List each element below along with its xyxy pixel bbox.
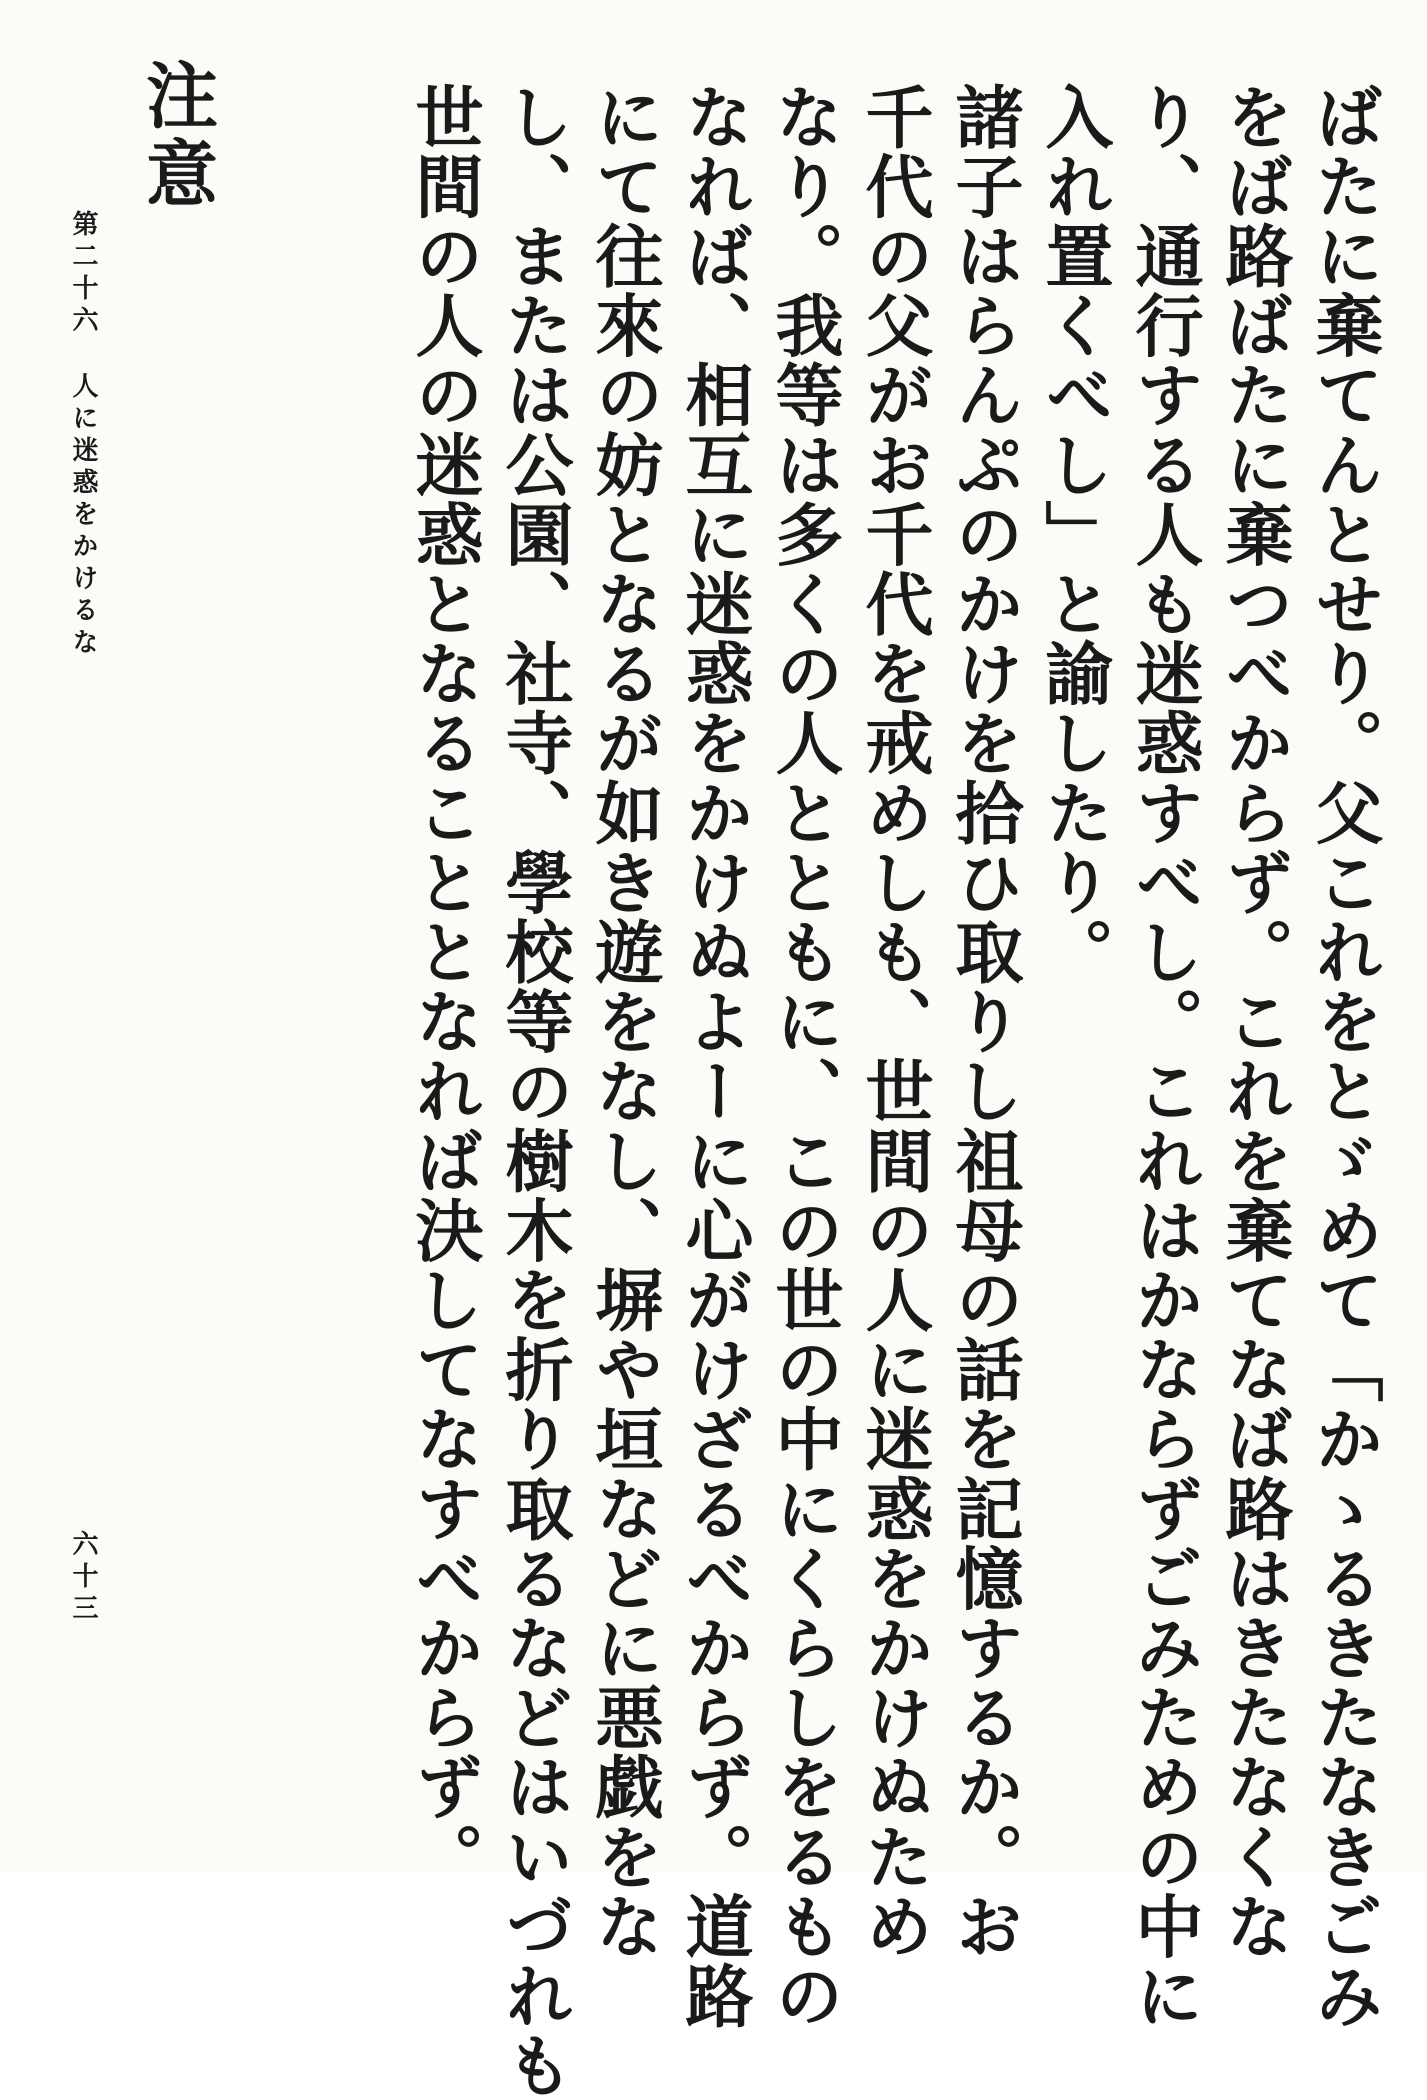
body-line-9: にて往來の妨となるが如き遊をなし、塀や垣などに悪戯をな	[584, 82, 664, 1962]
page-number: 六十三	[68, 1530, 98, 1626]
lesson-number: 第二十六	[68, 210, 98, 338]
lesson-title: 人に迷惑をかけるな	[68, 372, 98, 660]
body-line-1: ばたに棄てんとせり。父これをとゞめて「かゝるきたなきごみ	[1304, 82, 1384, 2031]
section-heading: 注意	[134, 58, 219, 214]
running-head	[70, 210, 96, 660]
body-line-5: 諸子はらんぷのかけを拾ひ取りし祖母の話を記憶するか。お	[944, 82, 1024, 1962]
body-line-3: り、通行する人も迷惑すべし。これはかならずごみための中に	[1124, 82, 1204, 2031]
body-line-6: 千代の父がお千代を戒めしも、世間の人に迷惑をかけぬため	[854, 82, 934, 1962]
body-line-10: し、または公園、社寺、學校等の樹木を折り取るなどはいづれも	[494, 82, 574, 2100]
body-line-7: なり。我等は多くの人とともに、この世の中にくらしをるもの	[764, 82, 844, 2031]
body-line-11: 世間の人の迷惑となることとなれば決してなすべからず。	[404, 82, 484, 1892]
body-line-8: なれば、相互に迷惑をかけぬよーに心がけざるべからず。道路	[674, 82, 754, 2031]
body-line-2: をば路ばたに棄つべからず。これを棄てなば路はきたなくな	[1214, 82, 1294, 1962]
body-line-4: 入れ置くべし」と諭したり。	[1034, 82, 1114, 987]
